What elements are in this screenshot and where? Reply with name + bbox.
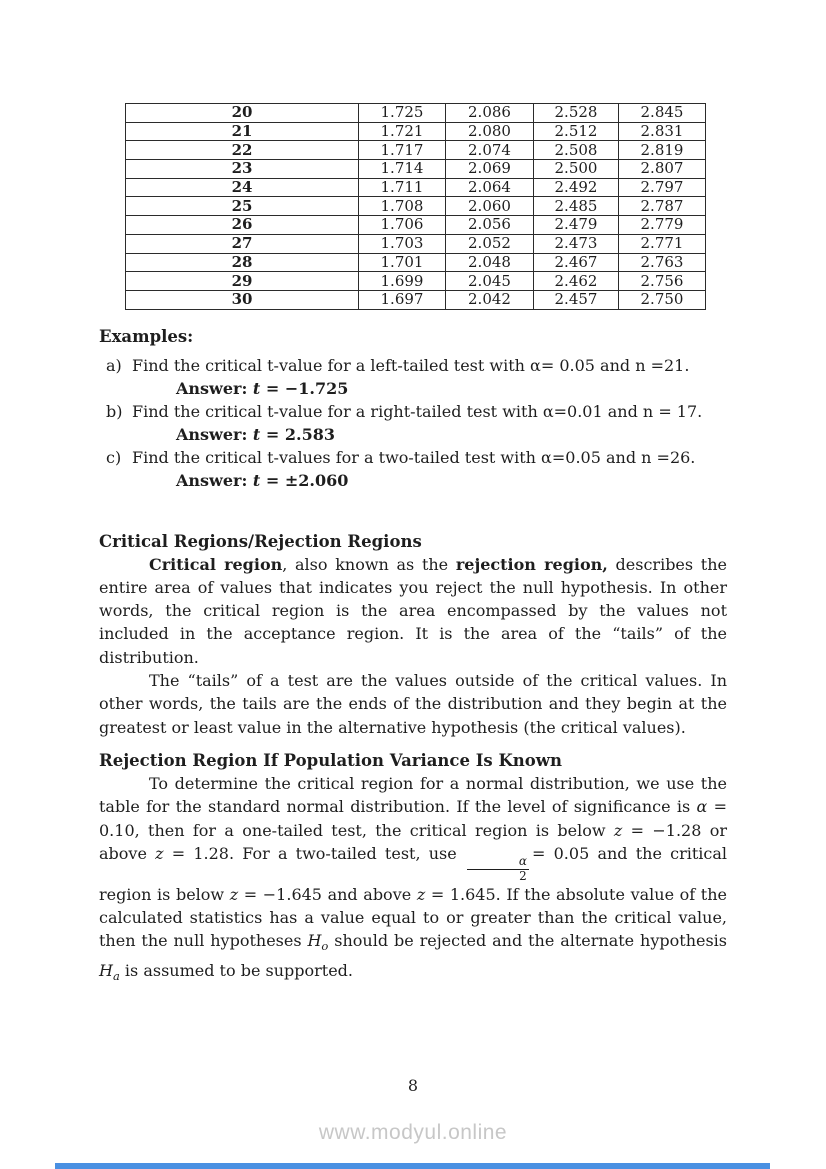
example-marker: c) [106,447,122,467]
example-text: Find the critical t-values for a two-tailed test with α=0.05 and n =26. [132,447,696,467]
critical-regions-paragraph-2: The “tails” of a test are the values outside of the critical values. In other words, the tails are the ends of the distribution and they begin at the greatest or least value in the alternative hypothesis (the critical values). [99,671,727,737]
df-cell: 25 [126,197,359,216]
value-cell: 2.473 [534,234,619,253]
value-cell: 2.485 [534,197,619,216]
table-row [126,253,706,272]
value-cell: 2.512 [534,122,619,141]
table-row [126,122,706,141]
df-cell: 30 [126,290,359,309]
value-cell: 1.708 [359,197,446,216]
example-item-c [99,446,727,469]
value-cell: 2.457 [534,290,619,309]
example-item-b [99,400,727,423]
examples-heading: Examples: [99,326,194,346]
value-cell: 2.779 [619,216,706,235]
page-content [99,0,727,988]
critical-regions-paragraph-1: Critical region, also known as the rejection region, describes the entire area of values that indicates you reject the null hypothesis. In other words, the critical region is the area encompassed by the values not included in the acceptance region. It is the area of the “tails” of the distribution. [99,554,727,667]
value-cell: 2.086 [446,104,534,123]
value-cell: 2.479 [534,216,619,235]
df-cell: 20 [126,104,359,123]
value-cell: 2.074 [446,141,534,160]
value-cell: 2.467 [534,253,619,272]
value-cell: 1.697 [359,290,446,309]
df-cell: 29 [126,272,359,291]
df-cell: 26 [126,216,359,235]
value-cell: 2.797 [619,178,706,197]
example-answer-c: Answer: t = ±2.060 [176,470,349,490]
value-cell: 1.706 [359,216,446,235]
value-cell: 1.717 [359,141,446,160]
value-cell: 2.500 [534,160,619,179]
example-marker: a) [106,355,122,375]
rejection-region-paragraph: To determine the critical region for a normal distribution, we use the table for the standard normal distribution. If the level of significance is α = 0.10, then for a one-tailed test, the critical region is below z = −1.28 or above z = 1.28. For a two-tailed test, use $\frac{\alpha}{2}$ = 0.05 and the critical region is below z = −1.645 and above z = 1.645. If the absolute value of the calculated statistics has a value equal to or greater than the critical value, then the null hypotheses $H_o$ should be rejected and the alternate hypothesis $H_a$ is assumed to be supported. [99,773,728,983]
t-table-body [126,104,706,310]
value-cell: 2.763 [619,253,706,272]
rejection-region-heading: Rejection Region If Population Variance Is Known [99,750,562,770]
value-cell: 2.787 [619,197,706,216]
value-cell: 2.462 [534,272,619,291]
table-row [126,197,706,216]
page-number: 8 [407,1076,419,1095]
example-text: Find the critical t-value for a right-tailed test with α=0.01 and n = 17. [132,401,703,421]
value-cell: 2.756 [619,272,706,291]
value-cell: 2.492 [534,178,619,197]
table-row [126,141,706,160]
value-cell: 2.064 [446,178,534,197]
value-cell: 1.711 [359,178,446,197]
df-cell: 23 [126,160,359,179]
example-marker: b) [106,401,123,421]
value-cell: 2.508 [534,141,619,160]
table-row [126,104,706,123]
value-cell: 2.060 [446,197,534,216]
value-cell: 2.831 [619,122,706,141]
df-cell: 28 [126,253,359,272]
table-row [126,272,706,291]
bottom-accent-bar [55,1163,770,1169]
table-row [126,160,706,179]
examples-list [99,354,727,492]
table-row [126,234,706,253]
critical-regions-heading: Critical Regions/Rejection Regions [99,531,422,551]
t-distribution-table [125,103,706,310]
example-answer-a: Answer: t = −1.725 [176,378,349,398]
df-cell: 27 [126,234,359,253]
value-cell: 2.528 [534,104,619,123]
value-cell: 2.807 [619,160,706,179]
value-cell: 1.703 [359,234,446,253]
value-cell: 2.045 [446,272,534,291]
example-text: Find the critical t-value for a left-tailed test with α= 0.05 and n =21. [132,355,690,375]
value-cell: 1.721 [359,122,446,141]
table-row [126,216,706,235]
table-row [126,290,706,309]
value-cell: 1.725 [359,104,446,123]
df-cell: 21 [126,122,359,141]
value-cell: 2.048 [446,253,534,272]
value-cell: 2.056 [446,216,534,235]
value-cell: 2.052 [446,234,534,253]
value-cell: 2.080 [446,122,534,141]
value-cell: 2.845 [619,104,706,123]
value-cell: 2.069 [446,160,534,179]
df-cell: 22 [126,141,359,160]
value-cell: 1.699 [359,272,446,291]
value-cell: 2.771 [619,234,706,253]
value-cell: 2.042 [446,290,534,309]
value-cell: 2.750 [619,290,706,309]
example-answer-b: Answer: t = 2.583 [176,424,335,444]
alpha-over-2-fraction: $\frac{\alpha}{2}$ [467,855,529,882]
value-cell: 1.701 [359,253,446,272]
watermark-text: www.modyul.online [318,1121,508,1144]
table-row [126,178,706,197]
example-item-a [99,354,727,377]
value-cell: 1.714 [359,160,446,179]
df-cell: 24 [126,178,359,197]
value-cell: 2.819 [619,141,706,160]
